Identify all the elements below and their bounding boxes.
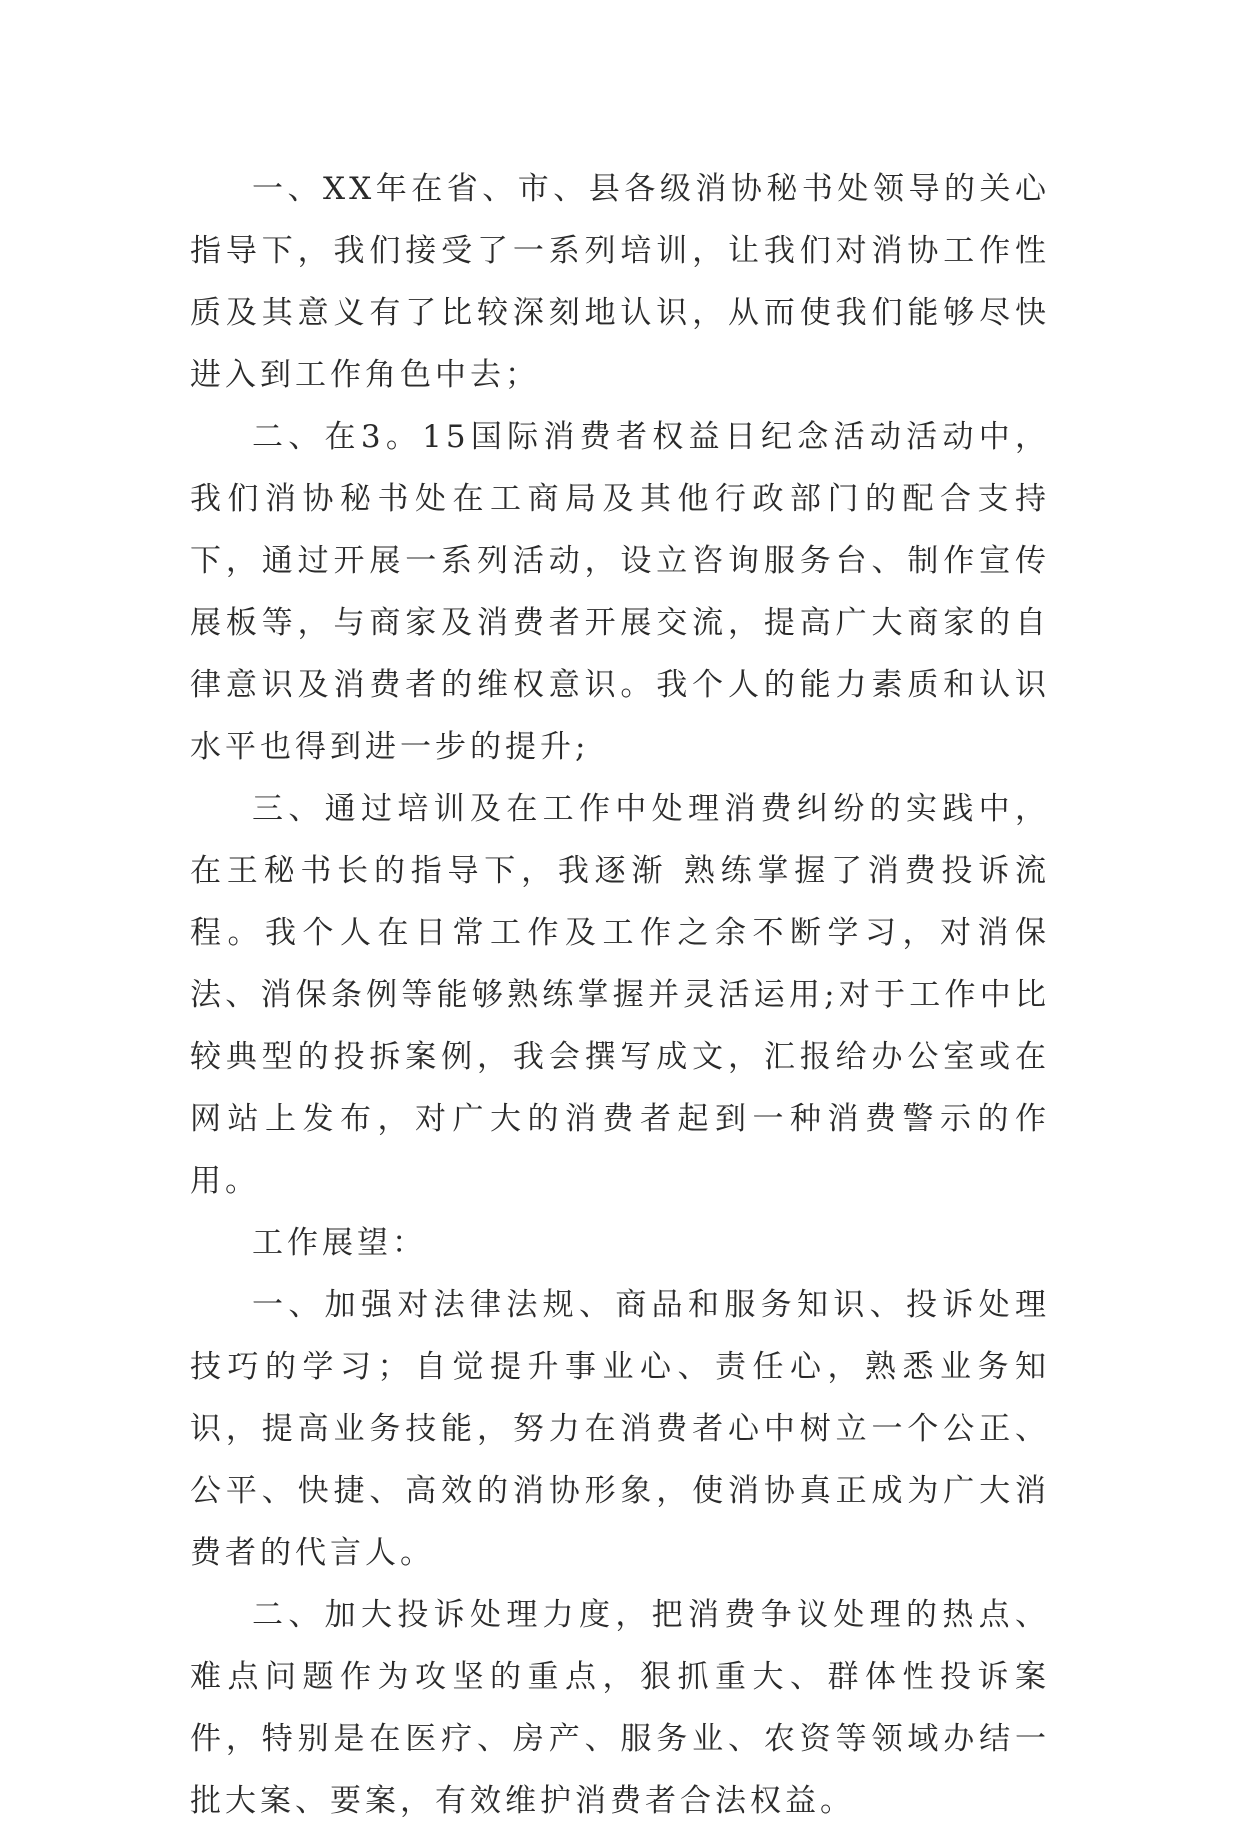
- paragraph-outlook-2: 二、加大投诉处理力度，把消费争议处理的热点、难点问题作为攻坚的重点，狠抓重大、群体性投诉案件，特别是在医疗、房产、服务业、农资等领域办结一批大案、要案，有效维护消费者合法权益。: [190, 1597, 1050, 1819]
- paragraph-achievement-1: 一、XX年在省、市、县各级消协秘书处领导的关心指导下，我们接受了一系列培训，让我们对消协工作性质及其意义有了比较深刻地认识，从而使我们能够尽快进入到工作角色中去；: [190, 171, 1050, 393]
- section-heading-outlook: 工作展望：: [252, 1225, 427, 1261]
- document-body: [190, 158, 1050, 1832]
- paragraph-achievement-2: 二、在3。15国际消费者权益日纪念活动活动中，我们消协秘书处在工商局及其他行政部门的配合支持下，通过开展一系列活动，设立咨询服务台、制作宣传展板等，与商家及消费者开展交流，提高广大商家的自律意识及消费者的维权意识。我个人的能力素质和认识水平也得到进一步的提升;: [190, 419, 1050, 765]
- paragraph-achievement-3: 三、通过培训及在工作中处理消费纠纷的实践中，在王秘书长的指导下，我逐渐 熟练掌握了消费投诉流程。我个人在日常工作及工作之余不断学习，对消保法、消保条例等能够熟练掌握并灵活运用;对于工作中比较典型的投拆案例，我会撰写成文，汇报给办公室或在网站上发布，对广大的消费者起到一种消费警示的作用。: [190, 791, 1050, 1199]
- paragraph-outlook-1: 一、加强对法律法规、商品和服务知识、投诉处理技巧的学习；自觉提升事业心、责任心，熟悉业务知识，提高业务技能，努力在消费者心中树立一个公正、公平、快捷、高效的消协形象，使消协真正成为广大消费者的代言人。: [190, 1287, 1050, 1571]
